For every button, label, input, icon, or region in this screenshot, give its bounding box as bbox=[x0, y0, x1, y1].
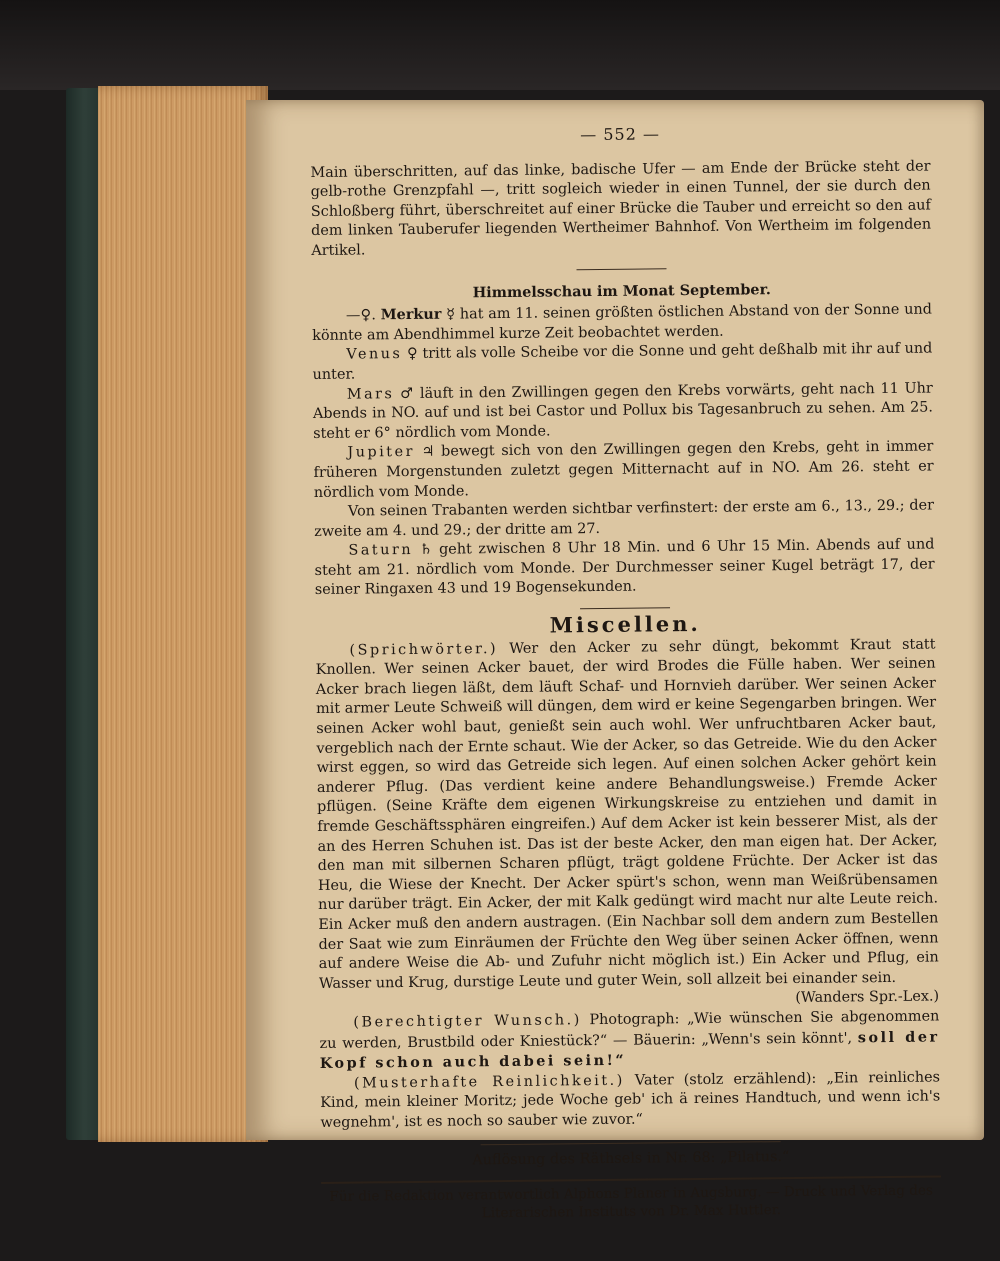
sprichwoerter-source: (Wanders Spr.-Lex.) bbox=[795, 988, 940, 1007]
wunsch-paragraph bbox=[319, 1007, 940, 1074]
venus-text: ♀ tritt als volle Scheibe vor die Sonne und geht deßhalb mit ihr auf und unter. bbox=[312, 340, 933, 383]
riddle-solution: Auflösung des Räthsels in Nr. 68: „Pilatus.“ bbox=[472, 1148, 790, 1168]
mars-name: Mars bbox=[346, 385, 395, 403]
wunsch-title: (Berechtigter Wunsch.) bbox=[353, 1012, 582, 1031]
divider bbox=[481, 1141, 781, 1145]
merkur-name: Merkur bbox=[380, 305, 442, 324]
jupiter-text: ♃ bewegt sich von den Zwillingen gegen den Krebs, geht in immer früheren Morgenstunden zuletzt gegen Mitternacht auf in NO. Am 26. steht er nördlich vom Monde. bbox=[313, 438, 934, 501]
venus-name: Venus bbox=[346, 346, 403, 363]
sprichwoerter-text: Wer den Acker zu sehr düngt, bekommt Kraut statt Knollen. Wer seinen Acker bauet, der wird Brodes die Fülle haben. Wer seinen Acker brach liegen läßt, dem läuft Schaf- und Hornvieh darüber. Wer seinen Acker mit armer Leute Schweiß will düngen, dem wird er keine Segengarben bringen. Wer seinen Acker wohl baut, genießt sein auch wohl. Wer unfruchtbaren Acker baut, vergeblich nach der Ernte schaut. Wie der Acker, so das Getreide. Wie du den Acker wirst eggen, so wird das Getreide sich legen. Auf einen solchen Acker gehört kein anderer Pflug. (Das verdient keine andere Behandlungsweise.) Fremde Acker pflügen. (Seine Kräfte dem eigenen Wirkungskreise zu entziehen und damit in fremde Geschäftssphären eingreifen.) Auf dem Acker ist kein besserer Mist, als der an des Herren Schuhen ist. Das ist der beste Acker, den man eigen hat. Der Acker, den man mit silbernen Scharen pflügt, trägt goldene Früchte. Der Acker ist das Heu, die Wiese der Knecht. Der Acker spürt's schon, wenn man Weißrübensamen nur darüber trägt. Ein Acker, der mit Kalk gedüngt wird macht nur alte Leute reich. Ein Acker muß den andern austragen. (Ein Nachbar soll dem andern zum Bestellen der Saat wie zum Einräumen der Früchte den Weg über seinen Acker öffnen, wenn auf andere Weise die Ab- und Zufuhr nicht möglich ist.) Ein Acker und Pflug, ein Wasser und Krug, durstige Leute und guter Wein, soll allzeit bei einander sein. bbox=[315, 636, 939, 992]
reinlichkeit-paragraph bbox=[320, 1068, 941, 1133]
mars-paragraph bbox=[313, 379, 934, 444]
sky-heading: Himmelsschau im Monat September. bbox=[472, 280, 771, 301]
reinlichkeit-title: (Musterhafte Reinlichkeit.) bbox=[353, 1072, 625, 1092]
sprichwoerter-title: (Sprichwörter.) bbox=[349, 640, 499, 659]
divider bbox=[580, 607, 670, 609]
reinlichkeit-text: Vater (stolz erzählend): „Ein reinliches Kind, mein kleiner Moritz; jede Woche geb' ich ä reines Handtuch, und wenn ich's wegnehm', ist es noch so sauber wie zuvor.“ bbox=[320, 1069, 941, 1131]
venus-paragraph bbox=[312, 340, 932, 386]
jupiter-name: Jupiter bbox=[347, 444, 416, 461]
sprichwoerter-paragraph bbox=[315, 635, 939, 994]
jupiter-paragraph bbox=[313, 438, 934, 503]
mars-text: ♂ läuft in den Zwillingen gegen den Krebs vorwärts, geht nach 11 Uhr Abends in NO. auf und ist bei Castor und Pollux bis Tagesanbruch zu sehen. Am 25. steht er 6° nördlich vom Monde. bbox=[312, 380, 934, 442]
saturn-name: Saturn bbox=[348, 542, 414, 559]
imprint bbox=[321, 1182, 941, 1224]
background bbox=[0, 0, 1000, 90]
intro-paragraph: Main überschritten, auf das linke, badische Ufer — am Ende der Brücke steht der gelb-rothe Grenzpfahl —, tritt sogleich wieder in einen Tunnel, der sie durch den Schloßberg führt, überschreitet auf einer Brücke die Tauber und erreicht so den auf dem linken Tauberufer liegenden Wertheimer Bahnhof. Von Wertheim im folgenden Artikel. bbox=[310, 158, 932, 259]
saturn-paragraph bbox=[314, 536, 935, 601]
merkur-paragraph: —♀. Merkur ☿ hat am 11. seinen größten östlichen Abstand von der Sonne und könnte am Abendhimmel kurze Zeit beobachtet werden. bbox=[312, 301, 933, 344]
saturn-text: ♄ geht zwischen 8 Uhr 18 Min. und 6 Uhr 15 Min. Abends auf und steht am 21. nördlich vom Monde. Der Durchmesser seiner Kugel beträgt 17, der seiner Ringaxen 43 und 19 Bogensekunden. bbox=[314, 536, 935, 599]
wunsch-text: Photograph: „Wie wünschen Sie abgenommen zu werden, Brustbild oder Kniestück?“ — Bäuerin: „Wenn's sein könnt', bbox=[319, 1008, 940, 1052]
wunsch-emphasis: soll der Kopf schon auch dabei sein!“ bbox=[319, 1027, 940, 1073]
divider bbox=[576, 268, 666, 270]
trabanten-paragraph: Von seinen Trabanten werden sichtbar verfinstert: der erste am 6., 13., 29.; der zweite am 4. und 29.; der dritte am 27. bbox=[314, 497, 935, 540]
merkur-text: ☿ hat am 11. seinen größten östlichen Abstand von der Sonne und könnte am Abendhimmel kurze Zeit beobachtet werden. bbox=[312, 301, 933, 344]
page-stack bbox=[98, 86, 268, 1142]
page-number: — 552 — bbox=[580, 124, 661, 145]
misc-heading: Miscellen. bbox=[549, 610, 701, 638]
imprint-line-1: Für die Redaktion verantwortlich Alphons Planer in Augsburg. — Druck und Verlag des bbox=[329, 1182, 934, 1205]
imprint-line-2: Literarischen Instituts von Dr. Max Huttler. bbox=[481, 1202, 782, 1222]
page-content bbox=[310, 122, 941, 1225]
